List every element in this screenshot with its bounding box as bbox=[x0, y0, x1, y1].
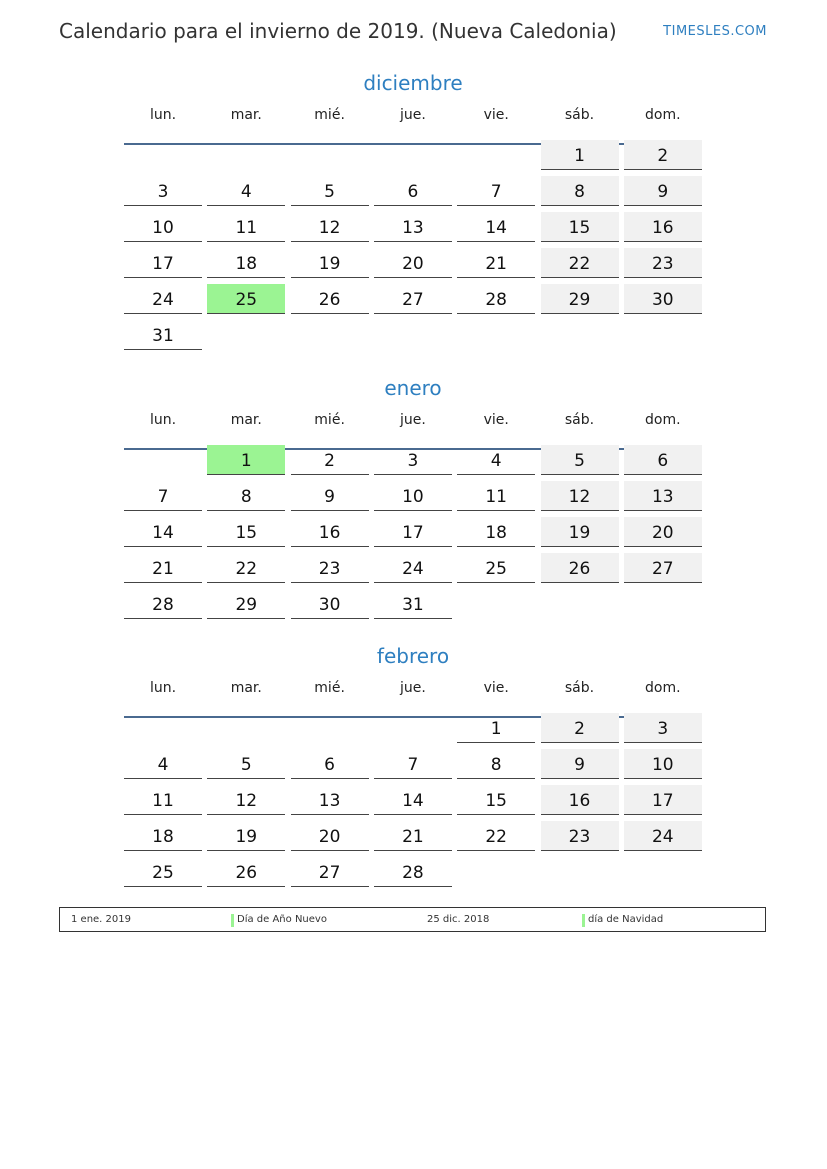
day-cell: 29 bbox=[541, 284, 619, 314]
day-cell: 20 bbox=[374, 248, 452, 278]
day-cell: 24 bbox=[374, 553, 452, 583]
day-cell: 15 bbox=[457, 785, 535, 815]
month-title: enero bbox=[384, 376, 442, 400]
day-cell: 9 bbox=[624, 176, 702, 206]
day-cell: 4 bbox=[207, 176, 285, 206]
day-cell: 21 bbox=[457, 248, 535, 278]
day-cell: 14 bbox=[374, 785, 452, 815]
day-cell: 17 bbox=[124, 248, 202, 278]
weekday-label: lun. bbox=[149, 412, 177, 428]
day-cell: 23 bbox=[624, 248, 702, 278]
day-cell: 4 bbox=[124, 749, 202, 779]
day-cell: 1 bbox=[457, 713, 535, 743]
day-cell: 21 bbox=[124, 553, 202, 583]
day-cell: 11 bbox=[124, 785, 202, 815]
day-cell: 23 bbox=[541, 821, 619, 851]
day-cell: 8 bbox=[541, 176, 619, 206]
weekday-label: mar. bbox=[230, 680, 262, 696]
day-cell: 14 bbox=[124, 517, 202, 547]
day-cell: 16 bbox=[541, 785, 619, 815]
weekday-label: lun. bbox=[149, 680, 177, 696]
day-cell: 5 bbox=[541, 445, 619, 475]
day-cell: 6 bbox=[291, 749, 369, 779]
day-cell: 30 bbox=[291, 589, 369, 619]
weekday-header bbox=[122, 107, 704, 133]
day-cell: 3 bbox=[624, 713, 702, 743]
day-cell: 16 bbox=[624, 212, 702, 242]
day-cell: 10 bbox=[624, 749, 702, 779]
legend-holiday-name bbox=[231, 914, 327, 925]
day-cell: 9 bbox=[541, 749, 619, 779]
day-cell: 13 bbox=[374, 212, 452, 242]
day-cell: 22 bbox=[457, 821, 535, 851]
day-cell: 5 bbox=[207, 749, 285, 779]
day-cell: 7 bbox=[374, 749, 452, 779]
day-cell: 6 bbox=[374, 176, 452, 206]
day-cell: 11 bbox=[207, 212, 285, 242]
weekday-label: lun. bbox=[149, 107, 177, 123]
day-cell-holiday: 25 bbox=[207, 284, 285, 314]
day-cell: 18 bbox=[457, 517, 535, 547]
day-cell: 25 bbox=[457, 553, 535, 583]
day-cell: 9 bbox=[291, 481, 369, 511]
day-cell: 27 bbox=[374, 284, 452, 314]
day-cell: 6 bbox=[624, 445, 702, 475]
day-cell: 31 bbox=[124, 320, 202, 350]
day-cell: 8 bbox=[457, 749, 535, 779]
weekday-label: jue. bbox=[399, 107, 426, 123]
brand-logo-text[interactable]: TIMESLES.COM bbox=[663, 24, 767, 39]
day-cell: 22 bbox=[541, 248, 619, 278]
day-cell: 25 bbox=[124, 857, 202, 887]
day-cell: 18 bbox=[207, 248, 285, 278]
weekday-label: mié. bbox=[314, 107, 345, 123]
weekday-label: dom. bbox=[645, 107, 681, 123]
day-cell: 12 bbox=[291, 212, 369, 242]
weekday-label: mié. bbox=[314, 680, 345, 696]
day-cell: 22 bbox=[207, 553, 285, 583]
day-cell: 19 bbox=[291, 248, 369, 278]
month-febrero bbox=[122, 644, 704, 883]
day-cell: 17 bbox=[624, 785, 702, 815]
day-cell: 8 bbox=[207, 481, 285, 511]
day-cell: 30 bbox=[624, 284, 702, 314]
day-cell: 17 bbox=[374, 517, 452, 547]
day-cell: 7 bbox=[124, 481, 202, 511]
day-cell: 23 bbox=[291, 553, 369, 583]
day-cell: 2 bbox=[291, 445, 369, 475]
day-cell: 28 bbox=[374, 857, 452, 887]
weekday-label: sáb. bbox=[564, 107, 595, 123]
legend-holiday-label: día de Navidad bbox=[588, 914, 664, 925]
day-cell: 14 bbox=[457, 212, 535, 242]
weekday-label: sáb. bbox=[564, 412, 595, 428]
month-diciembre bbox=[122, 71, 704, 346]
weekday-label: mar. bbox=[230, 107, 262, 123]
month-title: diciembre bbox=[363, 71, 463, 95]
day-cell: 16 bbox=[291, 517, 369, 547]
day-cell: 27 bbox=[291, 857, 369, 887]
day-cell: 18 bbox=[124, 821, 202, 851]
holiday-color-swatch bbox=[231, 914, 234, 927]
day-cell: 10 bbox=[374, 481, 452, 511]
legend-date: 1 ene. 2019 bbox=[71, 914, 131, 925]
weekday-header bbox=[122, 412, 704, 438]
day-cell: 3 bbox=[374, 445, 452, 475]
day-cell: 1 bbox=[541, 140, 619, 170]
day-cell: 20 bbox=[291, 821, 369, 851]
day-cell: 10 bbox=[124, 212, 202, 242]
day-cell: 15 bbox=[541, 212, 619, 242]
day-cell: 26 bbox=[207, 857, 285, 887]
month-title: febrero bbox=[376, 644, 450, 668]
holiday-color-swatch bbox=[582, 914, 585, 927]
holiday-legend bbox=[59, 907, 766, 932]
weekday-label: vie. bbox=[483, 107, 509, 123]
day-cell: 15 bbox=[207, 517, 285, 547]
day-cell: 26 bbox=[291, 284, 369, 314]
legend-holiday-name bbox=[582, 914, 663, 925]
day-cell: 13 bbox=[291, 785, 369, 815]
day-cell: 11 bbox=[457, 481, 535, 511]
day-cell: 12 bbox=[207, 785, 285, 815]
day-cell: 19 bbox=[541, 517, 619, 547]
weekday-label: vie. bbox=[483, 412, 509, 428]
day-cell: 13 bbox=[624, 481, 702, 511]
day-cell: 4 bbox=[457, 445, 535, 475]
day-cell: 21 bbox=[374, 821, 452, 851]
day-cell: 7 bbox=[457, 176, 535, 206]
page-title: Calendario para el invierno de 2019. (Nueva Caledonia) bbox=[59, 19, 617, 43]
weekday-label: dom. bbox=[645, 680, 681, 696]
day-cell: 3 bbox=[124, 176, 202, 206]
weekday-header bbox=[122, 680, 704, 706]
day-cell: 2 bbox=[624, 140, 702, 170]
day-cell: 5 bbox=[291, 176, 369, 206]
weekday-label: jue. bbox=[399, 680, 426, 696]
legend-date: 25 dic. 2018 bbox=[427, 914, 490, 925]
day-cell: 28 bbox=[124, 589, 202, 619]
month-enero bbox=[122, 376, 704, 615]
weekday-label: vie. bbox=[483, 680, 509, 696]
weekday-label: sáb. bbox=[564, 680, 595, 696]
weekday-label: mié. bbox=[314, 412, 345, 428]
day-cell: 12 bbox=[541, 481, 619, 511]
day-cell: 24 bbox=[624, 821, 702, 851]
day-cell: 24 bbox=[124, 284, 202, 314]
day-cell: 26 bbox=[541, 553, 619, 583]
weekday-label: mar. bbox=[230, 412, 262, 428]
day-cell: 31 bbox=[374, 589, 452, 619]
day-cell: 2 bbox=[541, 713, 619, 743]
day-cell-holiday: 1 bbox=[207, 445, 285, 475]
day-cell: 29 bbox=[207, 589, 285, 619]
day-cell: 28 bbox=[457, 284, 535, 314]
weekday-label: dom. bbox=[645, 412, 681, 428]
day-cell: 20 bbox=[624, 517, 702, 547]
day-cell: 27 bbox=[624, 553, 702, 583]
day-cell: 19 bbox=[207, 821, 285, 851]
legend-holiday-label: Día de Año Nuevo bbox=[237, 914, 327, 925]
weekday-label: jue. bbox=[399, 412, 426, 428]
